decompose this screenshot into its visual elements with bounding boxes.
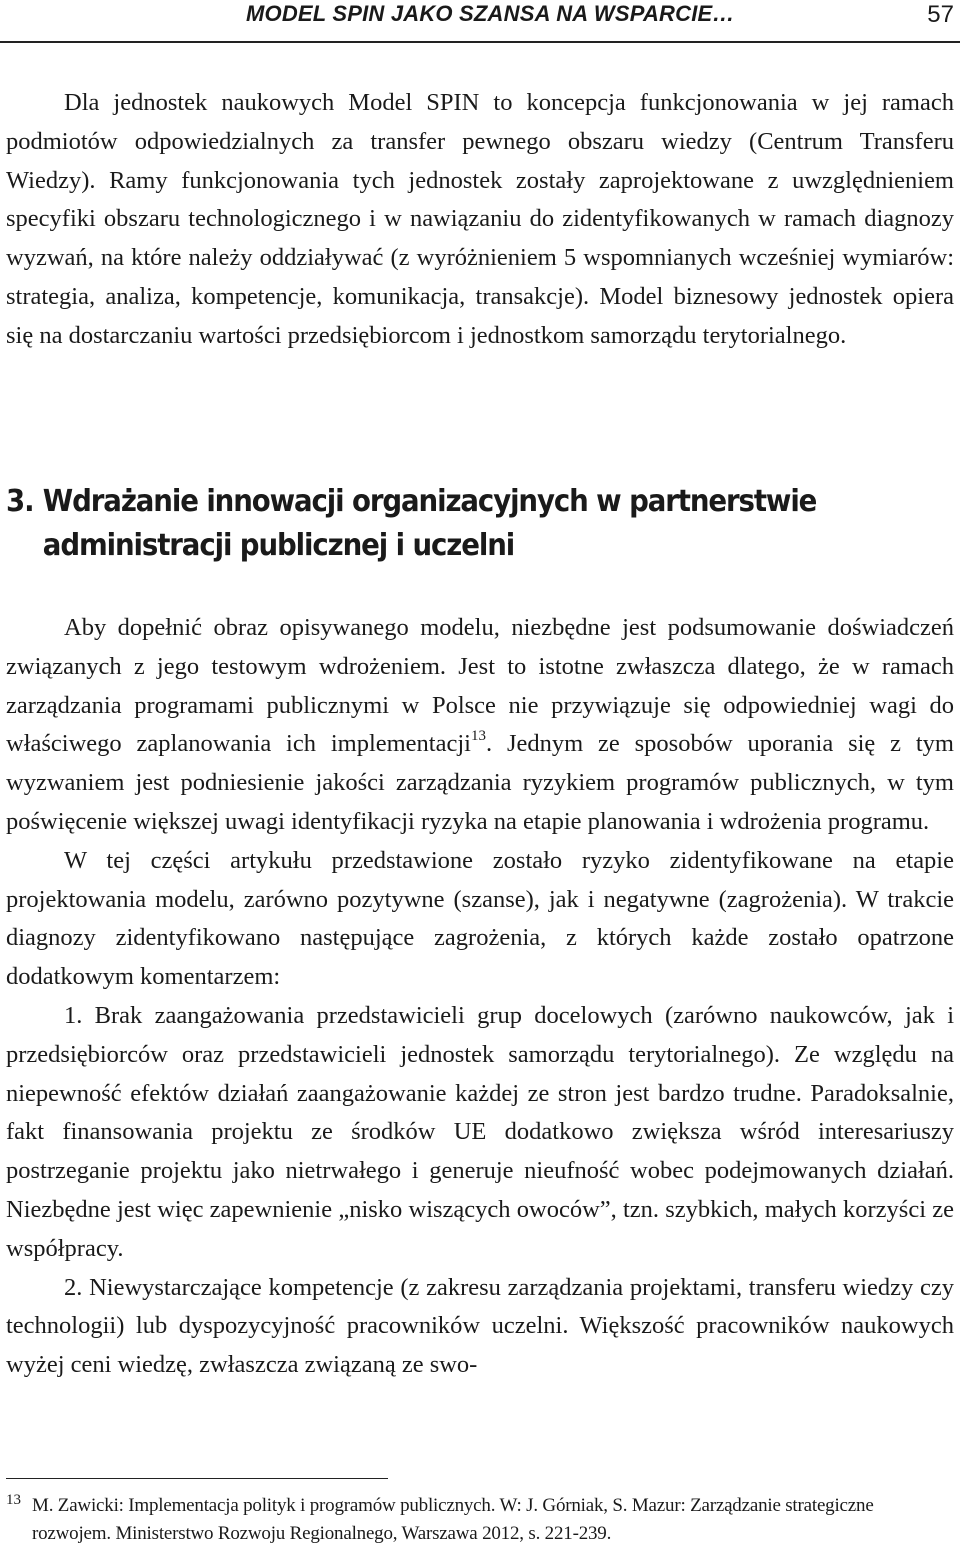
- paragraph-implementation-part2: . Jednym ze sposobów uporania się z tym wyzwaniem jest podniesienie jakości zarządzania ryzykiem programów publicznych, w tym poświęcenie większej uwagi identyfikacji ryzyka na etapie planowania i wdrożenia programu.: [6, 730, 954, 835]
- section-number: 3.: [6, 484, 34, 519]
- footnote-text: M. Zawicki: Implementacja polityk i programów publicznych. W: J. Górniak, S. Mazur: Zarządzanie strategiczne rozwojem. Ministerstwo Rozwoju Regionalnego, Warszawa 2012, s. 221-239.: [32, 1495, 874, 1544]
- paragraph-spin-model: Dla jednostek naukowych Model SPIN to koncepcja funkcjonowania w jej ramach podmiotów odpowiedzialnych za transfer pewnego obszaru wiedzy (Centrum Transferu Wiedzy). Ramy funkcjonowania tych jednostek zostały zaprojektowane z uwzględnieniem specyfiki obszaru technologicznego i w nawiązaniu do zidentyfikowanych w ramach diagnozy wyzwań, na które należy oddziaływać (z wyróżnieniem 5 wspomnianych wcześniej wymiarów: strategia, analiza, kompetencje, komunikacja, transakcje). Model biznesowy jednostek opiera się na dostarczaniu wartości przedsiębiorcom i jednostkom samorządu terytorialnego.: [6, 89, 954, 349]
- section-title-line2: administracji publicznej i uczelni: [42, 528, 515, 563]
- footnote-reference: 13: [470, 728, 486, 745]
- footnote-rule: [6, 1478, 388, 1479]
- page-number: 57: [927, 1, 954, 28]
- paragraph-risk-intro: W tej części artykułu przedstawione zostało ryzyko zidentyfikowane na etapie projektowania modelu, zarówno pozytywne (szanse), jak i negatywne (zagrożenia). W trakcie diagnozy zidentyfikowano następujące zagrożenia, z których każde zostało opatrzone dodatkowym komentarzem:: [6, 846, 954, 991]
- footnote: [6, 1492, 956, 1548]
- paragraph-implementation: [6, 609, 954, 842]
- section-3-text: [6, 609, 954, 1385]
- section-intro-text: [6, 84, 954, 356]
- header-rule: [0, 41, 960, 43]
- running-header: [0, 0, 960, 42]
- paragraph-implementation-part1: Aby dopełnić obraz opisywanego modelu, niezbędne jest podsumowanie doświadczeń związanych z jego testowym wdrożeniem. Jest to istotne zwłaszcza dlatego, że w ramach zarządzania programami publicznymi w Polsce nie przywiązuje się odpowiedniej wagi do właściwego zaplanowania ich implementacji: [6, 614, 954, 758]
- list-item-risk-1: 1. Brak zaangażowania przedstawicieli grup docelowych (zarówno naukowców, jak i przedsiębiorców oraz przedstawicieli jednostek samorządu terytorialnego). Ze względu na niepewność efektów działań zaangażowanie każdej ze stron jest bardzo trudne. Paradoksalnie, fakt finansowania projektu ze środków UE dodatkowo zwiększa wśród interesariuszy postrzeganie projektu jako nietrwałego i generuje nieufność wobec podejmowanych działań. Niezbędne jest więc zapewnienie „nisko wiszących owoców”, tzn. szybkich, małych korzyści ze współpracy.: [6, 1001, 954, 1262]
- list-item-risk-2: 2. Niewystarczające kompetencje (z zakresu zarządzania projektami, transferu wiedzy czy technologii) lub dyspozycyjność pracowników uczelni. Większość pracowników naukowych wyżej ceni wiedzę, zwłaszcza związaną ze swo-: [6, 1273, 954, 1379]
- running-title: MODEL SPIN JAKO SZANSA NA WSPARCIE…: [246, 1, 735, 26]
- section-heading: [6, 480, 871, 568]
- footnote-mark: 13: [6, 1492, 21, 1508]
- section-title-line1: Wdrażanie innowacji organizacyjnych w partnerstwie: [42, 484, 817, 519]
